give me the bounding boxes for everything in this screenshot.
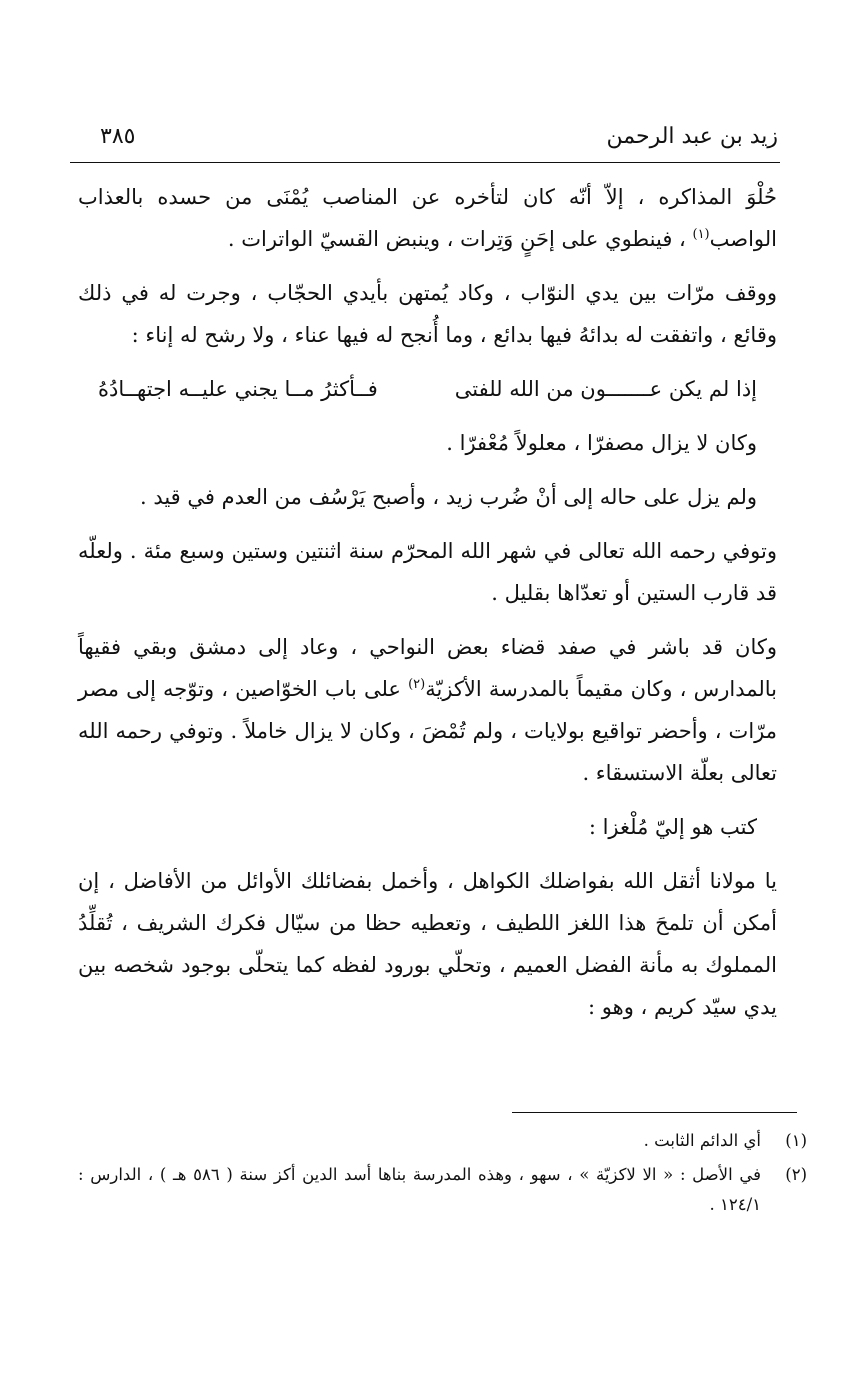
- paragraph: كتب هو إليّ مُلْغزا :: [588, 815, 757, 839]
- running-title: زيد بن عبد الرحمن: [606, 124, 778, 149]
- body-text: [78, 176, 777, 1040]
- paragraph-text-tail: ، فينطوي على إحَنٍ وَتِرات ، وينبض القسيّ الواترات .: [227, 227, 693, 251]
- paragraph: ولم يزل على حاله إلى أنْ ضُرب زيد ، وأصبح يَرْسُف من العدم في قيد .: [139, 485, 757, 509]
- footnote: [78, 1160, 807, 1220]
- paragraph: ووقف مرّات بين يدي النوّاب ، وكاد يُمتهن بأيدي الحجّاب ، وجرت له في ذلك وقائع ، واتفقت له بدائهُ فيها بدائع ، وما أُنجح له فيها عناء ، ولا رشح له إناء :: [78, 281, 777, 347]
- paragraph-text-tail: على باب الخوّاصين ، وتوّجه إلى مصر مرّات ، وأحضر تواقيع بولايات ، ولم تُمْضَ ، وكان لا يزال خاملاً . وتوفي رحمه الله تعالى بعلّة الاستسقاء .: [78, 677, 777, 785]
- paragraph: [78, 626, 777, 794]
- footnote-divider: [512, 1112, 797, 1113]
- verse-line: [78, 368, 777, 410]
- page-number: ٣٨٥: [100, 124, 136, 149]
- footnote-text: في الأصل : « الا لاكزيّة » ، سهو ، وهذه المدرسة بناها أسد الدين أكز سنة ( ٥٨٦ هـ ) ، الدارس : ١٢٤/١ .: [78, 1165, 761, 1214]
- footnote-text: أي الدائم الثابت .: [643, 1131, 761, 1150]
- footnote-number: (١): [785, 1131, 807, 1150]
- footnote-number: (٢): [785, 1165, 807, 1184]
- verse-second-hemistich: فــأكثرُ مــا يجني عليــه اجتهــادُهُ: [98, 377, 378, 401]
- paragraph: يا مولانا أثقل الله بفواضلك الكواهل ، وأخمل بفضائلك الأوائل من الأفاضل ، إن أمكن أن تلمحَ هذا اللغز اللطيف ، وتعطيه حظا من سيّال فكرك الشريف ، تُقلِّدُ المملوك به مأنة الفضل العميم ، وتحلّي بورود لفظه كما يتحلّى بوجود شخصه بين يدي سيّد كريم ، وهو :: [78, 869, 777, 1019]
- footnotes: [78, 1126, 807, 1224]
- page-header: [70, 122, 780, 163]
- paragraph-text: وكان قد باشر في صفد قضاء بعض النواحي ، وعاد إلى دمشق وبقي فقيهاً بالمدارس ، وكان مقيماً بالمدرسة الأكزيّة: [78, 635, 777, 701]
- paragraph-text: حُلْوَ المذاكره ، إلاّ أنّه كان لتأخره عن المناصب يُمْنَى من حسده بالعذاب الواصب: [78, 185, 777, 251]
- verse-first-hemistich: إذا لم يكن عـــــــون من الله للفتى: [454, 377, 757, 401]
- footnote-mark: (١): [692, 227, 710, 242]
- paragraph: [78, 176, 777, 260]
- paragraph: وتوفي رحمه الله تعالى في شهر الله المحرّم سنة اثنتين وستين وسبع مئة . ولعلّه قد قارب الستين أو تعدّاها بقليل .: [78, 539, 777, 605]
- footnote-mark: (٢): [408, 677, 426, 692]
- paragraph: وكان لا يزال مصفرّا ، معلولاً مُعْفرّا .: [446, 431, 757, 455]
- footnote: [78, 1126, 807, 1156]
